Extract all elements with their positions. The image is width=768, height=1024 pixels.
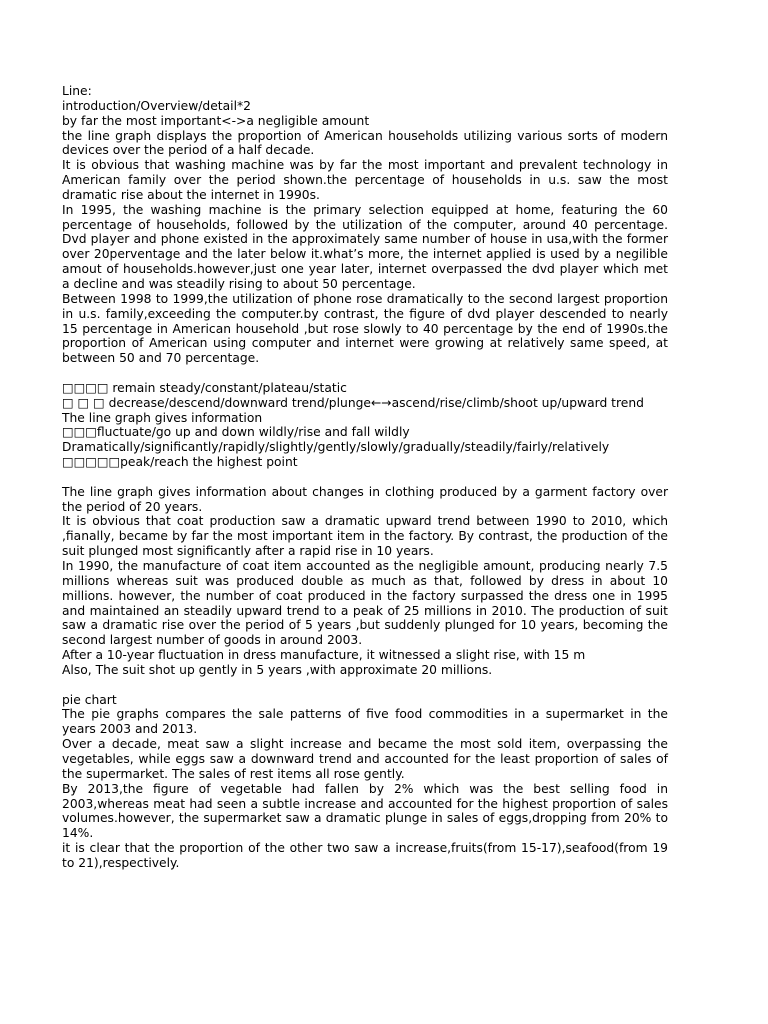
essay3-paragraph: By 2013,the figure of vegetable had fallen by 2% which was the best selling food in 2003,whereas meat had seen a subtle increase and accounted for the highest proportion of sales volumes.however, the supermarket saw a dramatic plunge in sales of eggs,dropping from 20% to 14%. [62,781,668,841]
blank-line [62,366,668,381]
document-page [62,84,668,871]
essay1-paragraph: In 1995, the washing machine is the primary selection equipped at home, featuring the 60 percentage of households, followed by the utilization of the computer, around 40 percentage. Dvd player and phone existed in the approximately same number of house in usa,with the former over 20perventage and the later below it.what’s more, the internet applied is used by a negilible amout of households.however,just one year later, internet overpassed the dvd player which met a decline and was steadily rising to about 50 percentage. [62,202,668,291]
structure-note: introduction/Overview/detail*2 [62,98,251,113]
essay3-paragraph: The pie graphs compares the sale patterns of five food commodities in a supermarket in the years 2003 and 2013. [62,707,668,737]
vocab-line: Dramatically/significantly/rapidly/slightly/gently/slowly/gradually/steadily/fairly/relatively [62,440,610,455]
vocab-line: □□□fluctuate/go up and down wildly/rise and fall wildly [62,425,410,440]
essay2-paragraph: In 1990, the manufacture of coat item accounted as the negligible amount, producing nearly 7.5 millions whereas suit was produced double as much as that, followed by dress in about 10 millions. however, the number of coat produced in the factory surpassed the dress one in 1995 and maintained an steadily upward trend to a peak of 25 millions in 2010. The production of suit saw a dramatic rise over the period of 5 years ,but suddenly plunged for 10 years, becoming the second largest number of goods in around 2003. [62,559,668,648]
essay2-paragraph: After a 10-year fluctuation in dress manufacture, it witnessed a slight rise, with 15 m [62,648,586,663]
essay1-paragraph: It is obvious that washing machine was by far the most important and prevalent technology in American family over the period shown.the percentage of households in u.s. saw the most dramatic rise about the internet in 1990s. [62,158,668,202]
blank-line [62,678,668,693]
essay3-paragraph: it is clear that the proportion of the other two saw a increase,fruits(from 15-17),seafood(from 19 to 21),respectively. [62,841,668,870]
vocab-line: □ □ □ decrease/descend/downward trend/plunge←→ascend/rise/climb/shoot up/upward trend [62,395,644,410]
essay3-paragraph: Over a decade, meat saw a slight increase and became the most sold item, overpassing the vegetables, while eggs saw a downward trend and accounted for the least proportion of sales of the supermarket. The sales of rest items all rose gently. [62,737,668,781]
phrase-note: by far the most important<->a negligible amount [62,113,370,128]
essay2-paragraph: Also, The suit shot up gently in 5 years ,with approximate 20 millions. [62,662,493,677]
line-heading: Line: [62,84,92,98]
pie-chart-heading: pie chart [62,692,117,707]
blank-line [62,470,668,485]
vocab-line: □□□□ remain steady/constant/plateau/static [62,380,347,395]
vocab-line: The line graph gives information [62,410,263,425]
essay1-paragraph: Between 1998 to 1999,the utilization of phone rose dramatically to the second largest proportion in u.s. family,exceeding the computer.by contrast, the figure of dvd player descended to nearly 15 percentage in American household ,but rose slowly to 40 percentage by the end of 1990s.the proportion of American using computer and internet were growing at relatively same speed, at between 50 and 70 percentage. [62,291,668,366]
essay2-paragraph: It is obvious that coat production saw a dramatic upward trend between 1990 to 2010, which ,fianally, became by far the most important item in the factory. By contrast, the production of the suit plunged most significantly after a rapid rise in 10 years. [62,514,668,559]
essay1-paragraph: the line graph displays the proportion of American households utilizing various sorts of modern devices over the period of a half decade. [62,128,668,158]
essay2-paragraph: The line graph gives information about changes in clothing produced by a garment factory over the period of 20 years. [62,484,668,514]
vocab-line: □□□□□peak/reach the highest point [62,455,298,470]
